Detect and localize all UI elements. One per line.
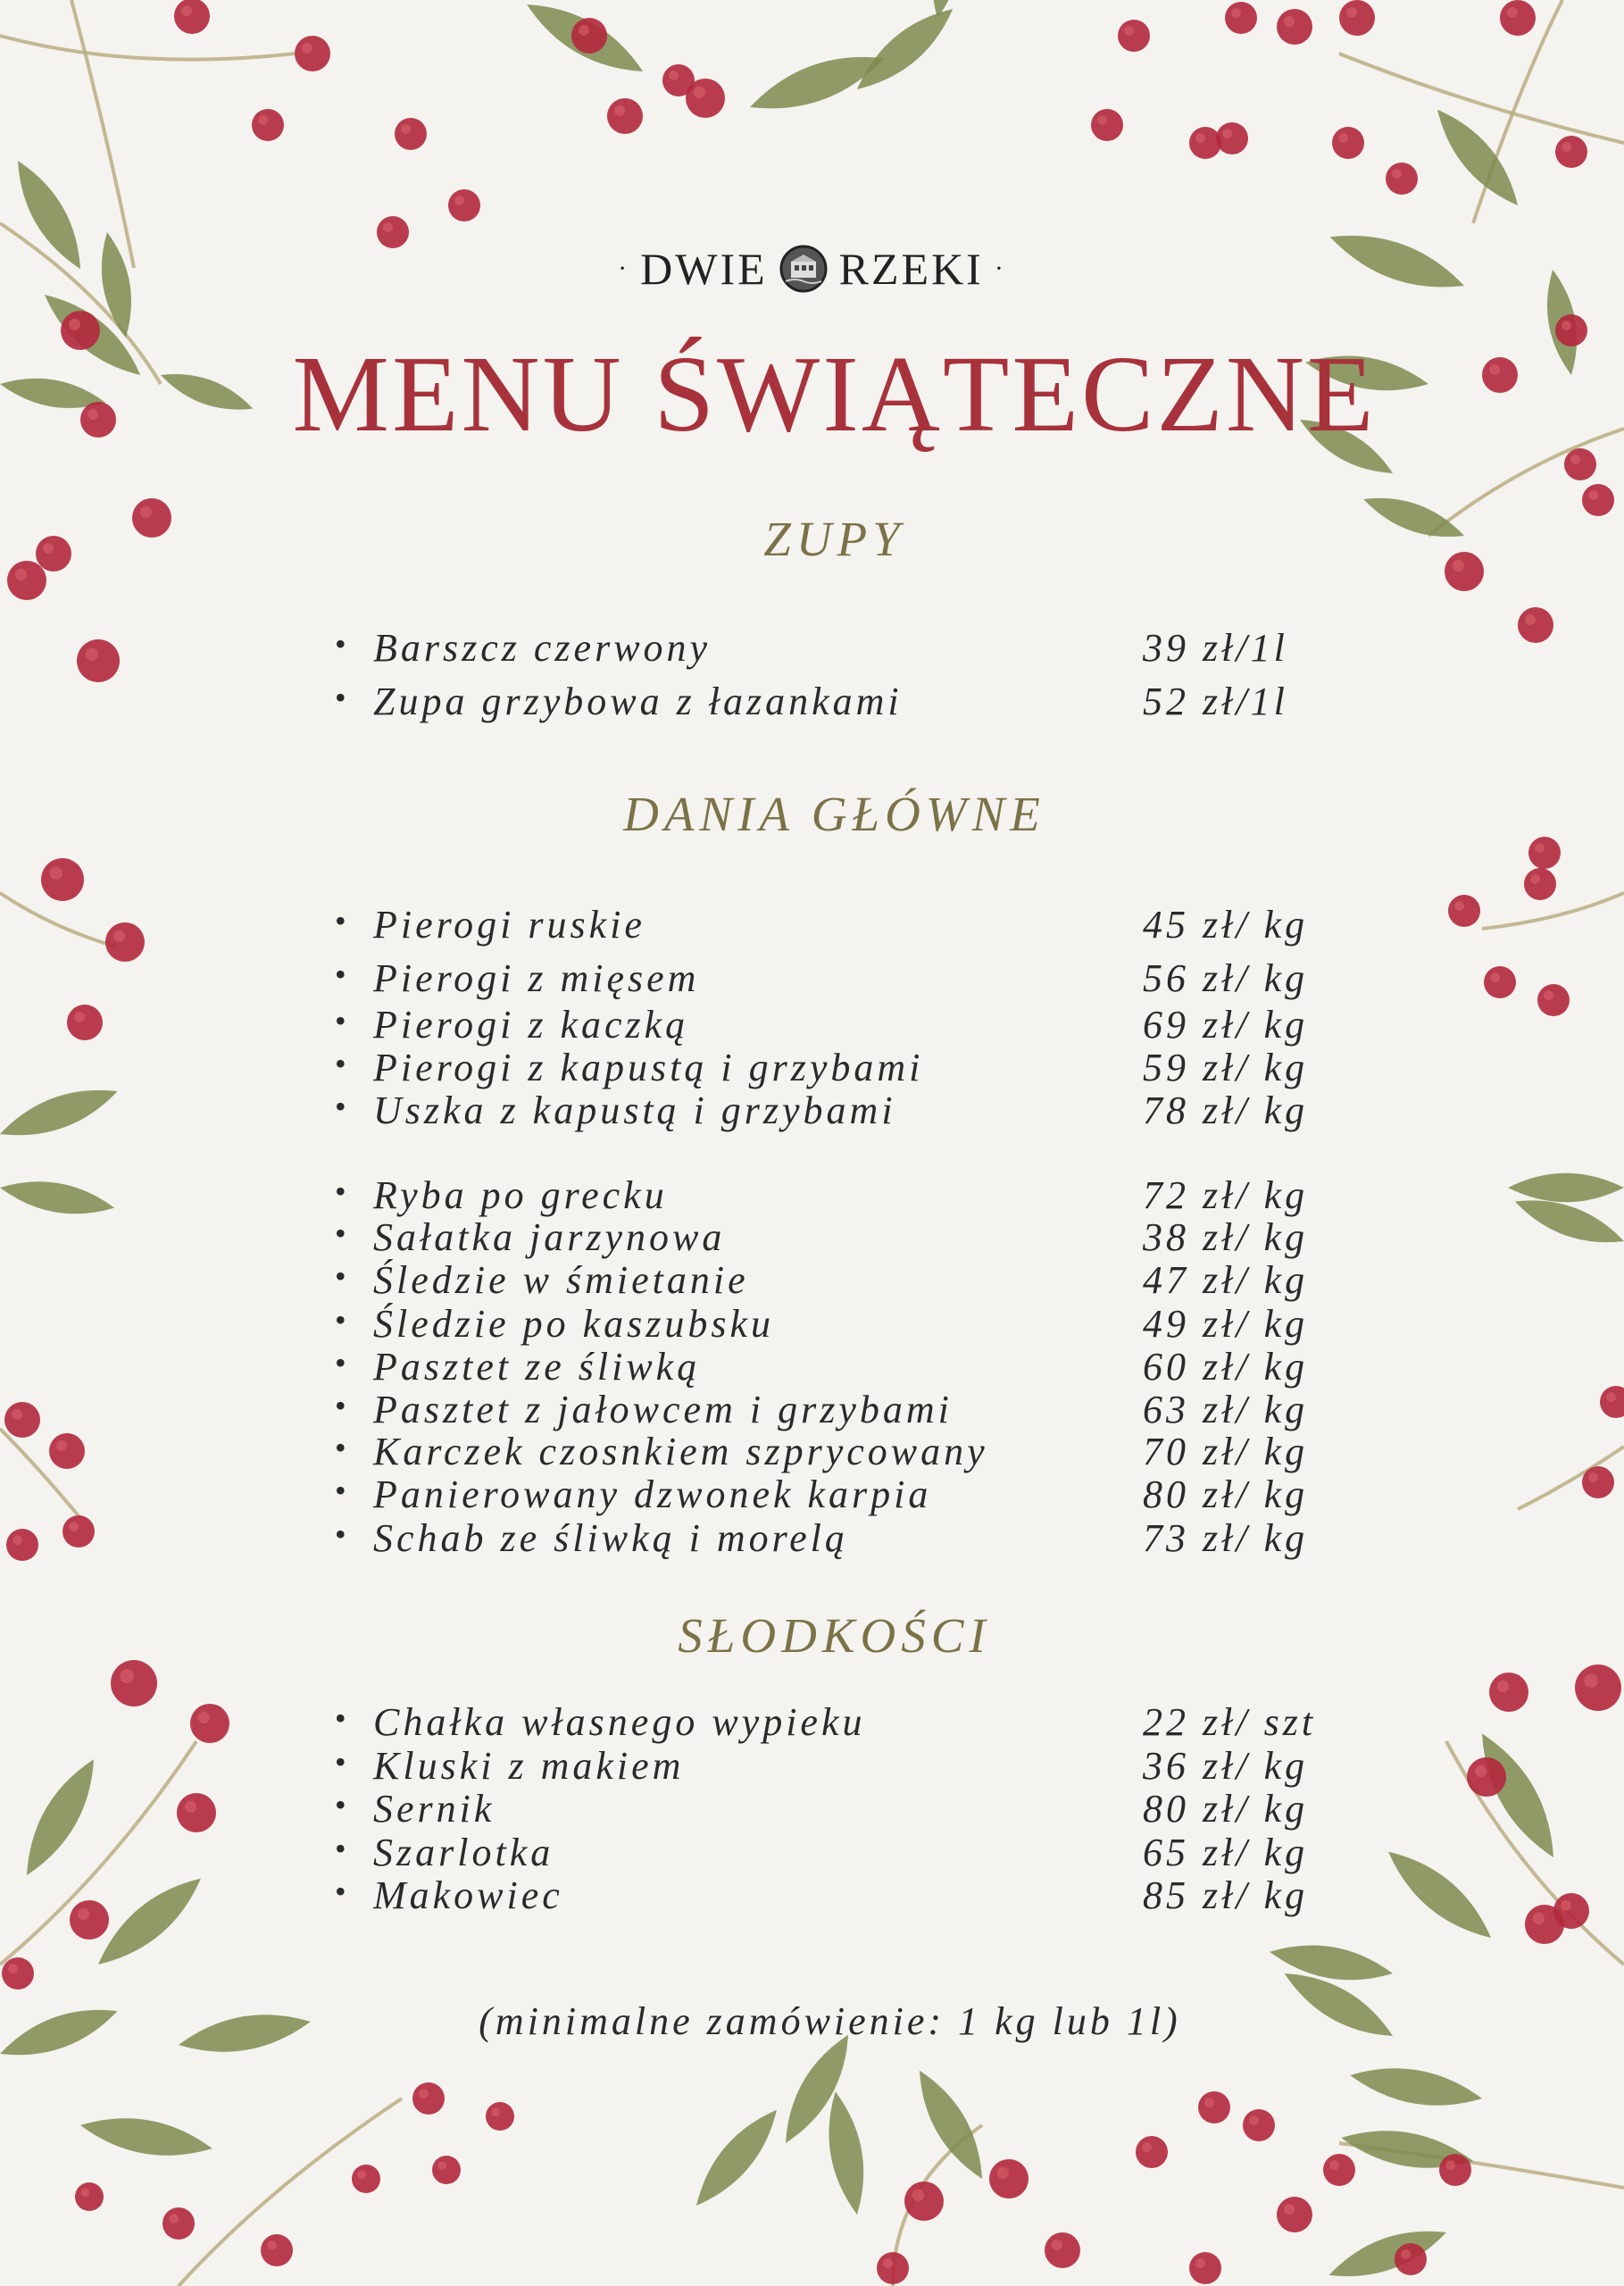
berry bbox=[1524, 868, 1556, 900]
berry bbox=[261, 2234, 293, 2266]
berry bbox=[62, 1515, 95, 1548]
berry bbox=[49, 1433, 85, 1469]
menu-item-name: Pasztet z jałowcem i grzybami bbox=[373, 1388, 953, 1431]
menu-item-name: Pierogi z mięsem bbox=[373, 956, 700, 1000]
bullet: • bbox=[335, 1173, 350, 1209]
berry bbox=[111, 1660, 157, 1706]
berry bbox=[1500, 0, 1536, 36]
menu-item-price: 47 zł/ kg bbox=[1143, 1258, 1309, 1302]
berry bbox=[1225, 2, 1257, 34]
menu-item-price: 22 zł/ szt bbox=[1143, 1700, 1317, 1744]
berry bbox=[1091, 109, 1123, 141]
bullet: • bbox=[335, 903, 350, 939]
menu-item-price: 80 zł/ kg bbox=[1143, 1787, 1309, 1831]
menu-item-price: 63 zł/ kg bbox=[1143, 1388, 1309, 1431]
menu-item bbox=[335, 1344, 1335, 1389]
menu-item-name: Pierogi z kapustą i grzybami bbox=[373, 1046, 924, 1089]
leaf bbox=[0, 1173, 117, 1222]
menu-item-price: 36 zł/ kg bbox=[1143, 1744, 1309, 1788]
berry bbox=[1189, 2252, 1221, 2284]
berry bbox=[1386, 163, 1418, 195]
berry bbox=[177, 1793, 216, 1832]
menu-item bbox=[335, 1786, 1335, 1831]
menu-item-name: Chałka własnego wypieku bbox=[373, 1700, 866, 1744]
berry bbox=[1555, 136, 1587, 168]
berry bbox=[1553, 1893, 1589, 1929]
berry bbox=[607, 98, 643, 134]
berry bbox=[1045, 2232, 1080, 2268]
menu-item bbox=[335, 1515, 1335, 1560]
menu-item bbox=[335, 902, 1335, 947]
menu-item bbox=[335, 1301, 1335, 1346]
berry bbox=[448, 189, 480, 221]
menu-item-price: 56 zł/ kg bbox=[1143, 956, 1309, 1000]
berry bbox=[1448, 895, 1480, 927]
berry bbox=[1575, 1664, 1621, 1711]
berry bbox=[395, 118, 427, 150]
menu-item-price: 59 zł/ kg bbox=[1143, 1046, 1309, 1089]
menu-item bbox=[335, 1743, 1335, 1788]
berry bbox=[4, 1402, 40, 1438]
leaf bbox=[78, 2109, 215, 2165]
menu-item-price: 60 zł/ kg bbox=[1143, 1345, 1309, 1389]
leaf bbox=[1323, 2218, 1452, 2286]
leaf bbox=[1347, 2058, 1485, 2115]
berry bbox=[412, 2082, 445, 2115]
berry bbox=[1136, 2136, 1168, 2168]
leaf bbox=[0, 1077, 123, 1149]
leaf bbox=[1378, 1839, 1502, 1950]
menu-item bbox=[335, 625, 1335, 670]
berry bbox=[70, 1900, 109, 1940]
menu-item bbox=[335, 1088, 1335, 1132]
bullet: • bbox=[335, 956, 350, 992]
brand-emblem-icon bbox=[779, 244, 829, 294]
berry bbox=[1439, 2154, 1471, 2186]
menu-item bbox=[335, 1045, 1335, 1089]
menu-item bbox=[335, 1387, 1335, 1431]
berry bbox=[190, 1704, 229, 1743]
menu-item-name: Karczek czosnkiem szprycowany bbox=[373, 1430, 988, 1473]
menu-item-name: Makowiec bbox=[373, 1873, 563, 1917]
berry bbox=[662, 64, 695, 96]
leaf bbox=[1426, 100, 1530, 216]
berry bbox=[1484, 966, 1516, 998]
menu-item-price: 49 zł/ kg bbox=[1143, 1302, 1309, 1346]
bullet: • bbox=[335, 626, 350, 662]
berry bbox=[1489, 1673, 1528, 1712]
leaf bbox=[1267, 1936, 1395, 1989]
menu-item-name: Śledzie w śmietanie bbox=[373, 1258, 749, 1302]
menu-item-name: Kluski z makiem bbox=[373, 1744, 685, 1788]
menu-item-price: 70 zł/ kg bbox=[1143, 1430, 1309, 1473]
bullet: • bbox=[335, 1345, 350, 1381]
berry bbox=[432, 2156, 461, 2184]
bullet: • bbox=[335, 1473, 350, 1508]
berry bbox=[6, 1529, 38, 1561]
bullet: • bbox=[335, 1089, 350, 1124]
berry bbox=[1243, 2109, 1275, 2141]
menu-item-name: Pierogi ruskie bbox=[373, 903, 645, 947]
berry bbox=[1323, 2154, 1355, 2186]
berry bbox=[1339, 0, 1375, 36]
menu-item bbox=[335, 955, 1335, 1000]
bullet: • bbox=[335, 1388, 350, 1423]
bullet: • bbox=[335, 680, 350, 715]
menu-item-price: 39 zł/1l bbox=[1143, 626, 1288, 670]
berry bbox=[105, 922, 145, 962]
berry bbox=[174, 0, 210, 34]
menu-item-price: 80 zł/ kg bbox=[1143, 1473, 1309, 1516]
section-heading-slodkosci: SŁODKOŚCI bbox=[678, 1608, 991, 1663]
menu-item bbox=[335, 1699, 1335, 1744]
berry bbox=[1216, 122, 1248, 154]
menu-item bbox=[335, 1002, 1335, 1047]
menu-item-name: Pasztet ze śliwką bbox=[373, 1345, 701, 1389]
menu-item-name: Śledzie po kaszubsku bbox=[373, 1302, 775, 1346]
berry bbox=[1198, 2091, 1230, 2123]
bullet: • bbox=[335, 1003, 350, 1039]
menu-item-name: Panierowany dzwonek karpia bbox=[373, 1473, 932, 1516]
menu-item-name: Uszka z kapustą i grzybami bbox=[373, 1089, 896, 1132]
menu-item-price: 69 zł/ kg bbox=[1143, 1003, 1309, 1047]
berry bbox=[1518, 607, 1553, 643]
menu-item-price: 73 zł/ kg bbox=[1143, 1516, 1309, 1560]
leaf bbox=[847, 0, 963, 101]
menu-item-price: 45 zł/ kg bbox=[1143, 903, 1309, 947]
menu-item-name: Barszcz czerwony bbox=[373, 626, 712, 670]
bullet: • bbox=[335, 1430, 350, 1465]
bullet: • bbox=[335, 1516, 350, 1552]
leaf bbox=[906, 2063, 995, 2187]
berry bbox=[77, 639, 120, 682]
menu-item-price: 72 zł/ kg bbox=[1143, 1173, 1309, 1217]
bullet: • bbox=[335, 1831, 350, 1866]
menu-item-name: Pierogi z kaczką bbox=[373, 1003, 689, 1047]
menu-item-price: 78 zł/ kg bbox=[1143, 1089, 1309, 1132]
berry bbox=[571, 18, 607, 54]
menu-item-price: 65 zł/ kg bbox=[1143, 1831, 1309, 1874]
berry bbox=[75, 2182, 104, 2211]
bullet: • bbox=[335, 1258, 350, 1294]
brand-logo bbox=[0, 243, 1624, 295]
berry bbox=[1537, 984, 1570, 1016]
berry bbox=[989, 2159, 1029, 2198]
bullet: • bbox=[335, 1744, 350, 1780]
section-heading-zupy: ZUPY bbox=[763, 512, 905, 566]
menu-item-name: Ryba po grecku bbox=[373, 1173, 668, 1217]
berry bbox=[295, 36, 330, 71]
menu-item-name: Sernik bbox=[373, 1787, 496, 1831]
menu-item-name: Sałatka jarzynowa bbox=[373, 1215, 726, 1259]
berry bbox=[41, 858, 84, 901]
menu-item-name: Schab ze śliwką i morelą bbox=[373, 1516, 848, 1560]
menu-item-price: 38 zł/ kg bbox=[1143, 1215, 1309, 1259]
menu-item bbox=[335, 1214, 1335, 1259]
menu-item bbox=[335, 1429, 1335, 1473]
bullet: • bbox=[335, 1787, 350, 1823]
menu-item bbox=[335, 1172, 1335, 1217]
berry bbox=[1277, 2197, 1312, 2232]
berry bbox=[252, 109, 284, 141]
bullet: • bbox=[335, 1302, 350, 1338]
menu-title: MENU ŚWIĄTECZNE bbox=[292, 334, 1377, 455]
menu-item bbox=[335, 679, 1335, 723]
menu-item bbox=[335, 1830, 1335, 1874]
berry bbox=[67, 1005, 103, 1040]
menu-item bbox=[335, 1472, 1335, 1516]
berry bbox=[486, 2102, 514, 2131]
bullet: • bbox=[335, 1046, 350, 1081]
brand-dot-left: · bbox=[618, 254, 630, 283]
berry bbox=[1467, 1757, 1506, 1797]
minimum-order-note: (minimalne zamówienie: 1 kg lub 1l) bbox=[479, 1999, 1181, 2043]
brand-name-right: RZEKI bbox=[838, 244, 984, 294]
berry bbox=[1395, 2243, 1427, 2275]
berry bbox=[1332, 127, 1364, 159]
menu-item-price: 85 zł/ kg bbox=[1143, 1873, 1309, 1917]
berry bbox=[2, 1957, 34, 1990]
berry bbox=[1277, 9, 1312, 45]
leaf bbox=[12, 1751, 108, 1884]
menu-item bbox=[335, 1257, 1335, 1302]
bullet: • bbox=[335, 1700, 350, 1736]
leaf bbox=[1508, 1173, 1624, 1203]
berry bbox=[1600, 1386, 1624, 1418]
brand-name-left: DWIE bbox=[640, 244, 768, 294]
berry bbox=[1189, 127, 1221, 159]
menu-item bbox=[335, 1873, 1335, 1917]
menu-item-price: 52 zł/1l bbox=[1143, 680, 1288, 723]
bullet: • bbox=[335, 1873, 350, 1909]
leaf bbox=[820, 2089, 872, 2217]
section-heading-dania-glowne: DANIA GŁÓWNE bbox=[623, 787, 1045, 841]
berry bbox=[904, 2182, 944, 2221]
berry bbox=[162, 2207, 195, 2240]
berry bbox=[1118, 20, 1150, 52]
menu-item-name: Zupa grzybowa z łazankami bbox=[373, 680, 903, 723]
menu-item-name: Szarlotka bbox=[373, 1831, 554, 1874]
berry bbox=[1582, 1466, 1614, 1498]
bullet: • bbox=[335, 1215, 350, 1251]
brand-dot-right: · bbox=[994, 254, 1006, 283]
berry bbox=[877, 2252, 909, 2284]
leaf bbox=[685, 2100, 789, 2216]
berry bbox=[352, 2165, 380, 2193]
